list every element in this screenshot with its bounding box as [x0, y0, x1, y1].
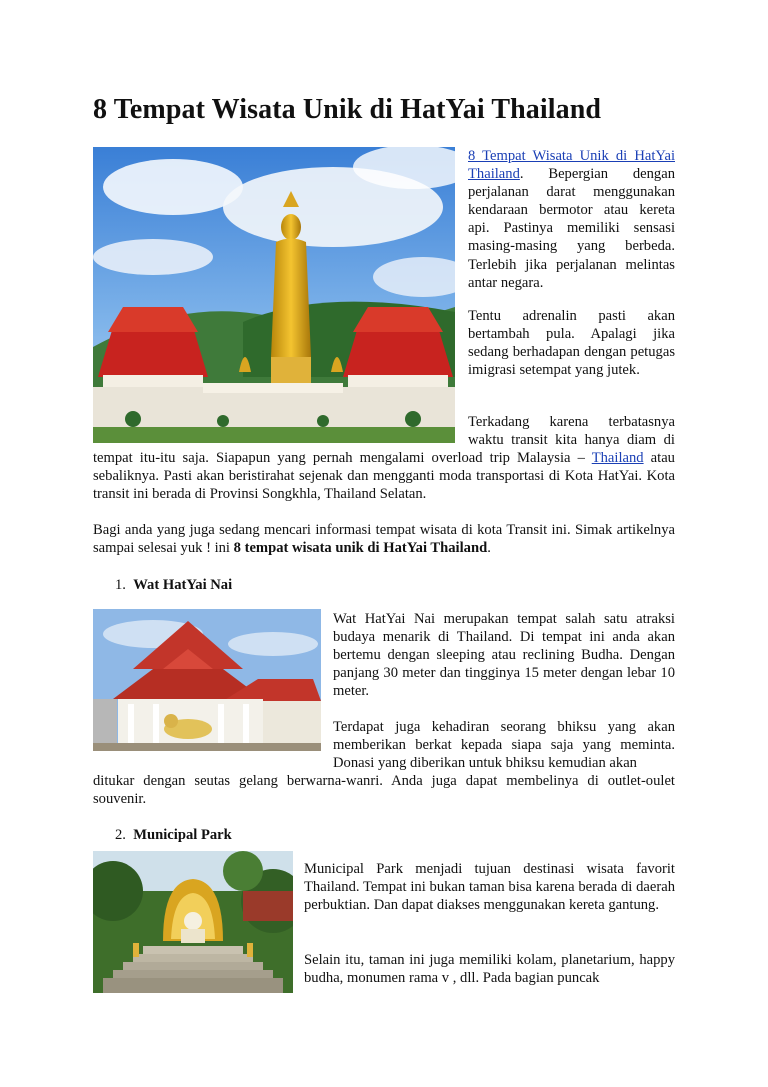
intro-title-link[interactable]: 8 Tempat Wisata Unik di HatYai Thailand	[468, 148, 675, 183]
section-2-paragraph-1: Municipal Park menjadi tujuan destinasi wisata favorit Thailand. Tempat ini bukan taman bisa karena berada di daerah perbuktian. Dan dapat diakses menggunakan kereta gantung.	[304, 861, 675, 914]
intro-bold-phrase: 8 tempat wisata unik di HatYai Thailand	[233, 540, 488, 557]
section-1-paragraph-2-side: Terdapat juga kehadiran seorang bhiksu yang akan memberikan berkat kepada siapa saja yang meminta. Donasi yang diberikan untuk bhiksu kemudian akan	[333, 719, 675, 772]
intro-paragraph-2: Tentu adrenalin pasti akan bertambah pula. Apalagi jika sedang berhadapan dengan petugas imigrasi setempat yang jutek.	[468, 308, 675, 379]
section-1-paragraph-1: Wat HatYai Nai merupakan tempat salah satu atraksi budaya menarik di Thailand. Di tempat ini anda akan bertemu dengan sleeping atau reclining Budha. Dengan panjang 30 meter dan tingginya 15 meter dengan lebar 10 meter.	[333, 611, 675, 700]
hero-image	[93, 147, 455, 443]
intro-paragraph-3-side: Terkadang karena terbatasnya waktu transit kita hanya diam di	[468, 414, 675, 449]
section-1-paragraph-2-full: ditukar dengan seutas gelang berwarna-wanri. Anda juga dapat membelinya di outlet-oulet souvenir.	[93, 773, 675, 808]
section-2-heading	[115, 826, 232, 844]
municipal-park-image	[93, 851, 293, 993]
section-1-heading	[115, 576, 232, 594]
intro-paragraph-1	[468, 147, 675, 292]
section-2-number: 2.	[115, 827, 126, 843]
intro-p1-text: . Bepergian dengan perjalanan darat menggunakan kendaraan bermotor atau kereta api. Pastinya memiliki sensasi masing-masing yang berbeda. Terlebih jika perjalanan melintas antar negara.	[468, 166, 675, 291]
intro-paragraph-3-full: tempat itu-itu saja. Siapapun yang pernah mengalami overload trip Malaysia – Thailand atau sebaliknya. Pasti akan beristirahat sejenak dan mengganti moda transportasi di Kota HatYai. Kota transit ini berada di Provinsi Songkhla, Thailand Selatan.	[93, 450, 675, 503]
section-1-title: Wat HatYai Nai	[133, 577, 233, 593]
section-1-number: 1.	[115, 577, 126, 593]
intro-paragraph-4: Bagi anda yang juga sedang mencari informasi tempat wisata di kota Transit ini. Simak artikelnya sampai selesai yuk ! ini 8 tempat wisata unik di HatYai Thailand.	[93, 522, 675, 557]
section-2-title: Municipal Park	[133, 827, 232, 843]
page-title: 8 Tempat Wisata Unik di HatYai Thailand	[93, 94, 602, 125]
wat-hatyai-image	[93, 609, 321, 751]
section-2-paragraph-2: Selain itu, taman ini juga memiliki kolam, planetarium, happy budha, monumen rama v , dll. Pada bagian puncak	[304, 952, 675, 987]
thailand-link[interactable]: Thailand	[591, 450, 644, 466]
